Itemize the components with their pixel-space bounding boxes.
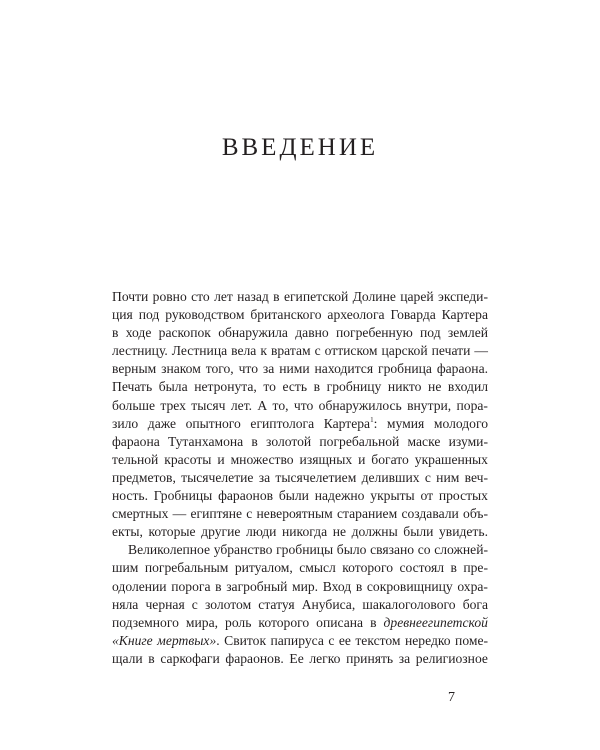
- text-line: [112, 632, 488, 650]
- text-line: [112, 541, 488, 559]
- text-line: [112, 487, 488, 505]
- text-segment: . Свиток папируса с ее текстом нередко поме-: [216, 632, 489, 648]
- text-segment: зило даже опытного египтолога Картера: [112, 415, 371, 431]
- text-segment: екты, которые другие люди никогда не должны были увидеть.: [112, 524, 488, 540]
- text-line: [112, 523, 488, 541]
- text-segment: Печать была нетронута, то есть в гробницу никто не входил: [112, 379, 489, 395]
- text-segment: : мумия молодого: [373, 415, 489, 431]
- text-segment: ция под руководством британского археолога Говарда Картера: [112, 307, 489, 323]
- italic-text: древнеегипетской: [383, 614, 488, 630]
- text-line: [112, 360, 488, 378]
- text-segment: Почти ровно сто лет назад в египетской Долине царей экспеди-: [112, 289, 488, 304]
- text-segment: ность. Гробницы фараонов были надежно укрыты от простых: [112, 488, 488, 504]
- text-segment: предметов, тысячелетие за тысячелетием деливших с ним веч-: [112, 469, 489, 485]
- text-line: [112, 342, 488, 360]
- text-segment: верным знаком того, что за ними находится гробница фараона.: [112, 361, 489, 377]
- text-line: [112, 433, 488, 451]
- text-line: [112, 378, 488, 396]
- text-segment: тельной красоты и множество изящных и богато украшенных: [112, 451, 488, 467]
- text-segment: щали в саркофаги фараонов. Ее легко принять за религиозное: [112, 650, 488, 666]
- page-number: 7: [448, 690, 455, 705]
- text-line: [112, 559, 488, 577]
- text-line: [112, 614, 488, 632]
- text-segment: в ходе раскопок обнаружила давно погребенную под землей: [112, 325, 489, 341]
- text-segment: Великолепное убранство гробницы было связано со сложней-: [128, 542, 489, 558]
- text-segment: смертных — египтяне с невероятным старанием создавали объ-: [112, 506, 488, 522]
- text-segment: шим погребальным ритуалом, смысл которого состоял в пре-: [112, 560, 488, 576]
- text-line: [112, 578, 488, 596]
- text-segment: фараона Тутанхамона в золотой погребальной маске изуми-: [112, 433, 488, 449]
- text-line: [112, 505, 488, 523]
- text-segment: подземного мира, роль которого описана в: [112, 614, 384, 630]
- body-text: [112, 288, 488, 668]
- text-segment: лестницу. Лестница вела к вратам с оттиском царской печати —: [112, 343, 488, 359]
- text-line: [112, 415, 488, 433]
- chapter-title: ВВЕДЕНИЕ: [221, 134, 379, 161]
- text-line: [112, 596, 488, 614]
- text-segment: няла черная с золотом статуя Анубиса, шакалоголового бога: [112, 596, 489, 612]
- text-segment: больше трех тысяч лет. А то, что обнаружилось внутри, пора-: [112, 397, 488, 413]
- text-line: [112, 306, 488, 324]
- text-line: [112, 469, 488, 487]
- text-line: [112, 324, 488, 342]
- text-line: [112, 397, 488, 415]
- italic-text: «Книге мертвых»: [112, 632, 217, 648]
- text-line: [112, 451, 488, 469]
- text-line: [112, 650, 488, 668]
- text-segment: одолении порога в загробный мир. Вход в сокровищницу охра-: [112, 578, 488, 594]
- footnote-marker: 1: [370, 415, 374, 424]
- text-line: [112, 288, 488, 306]
